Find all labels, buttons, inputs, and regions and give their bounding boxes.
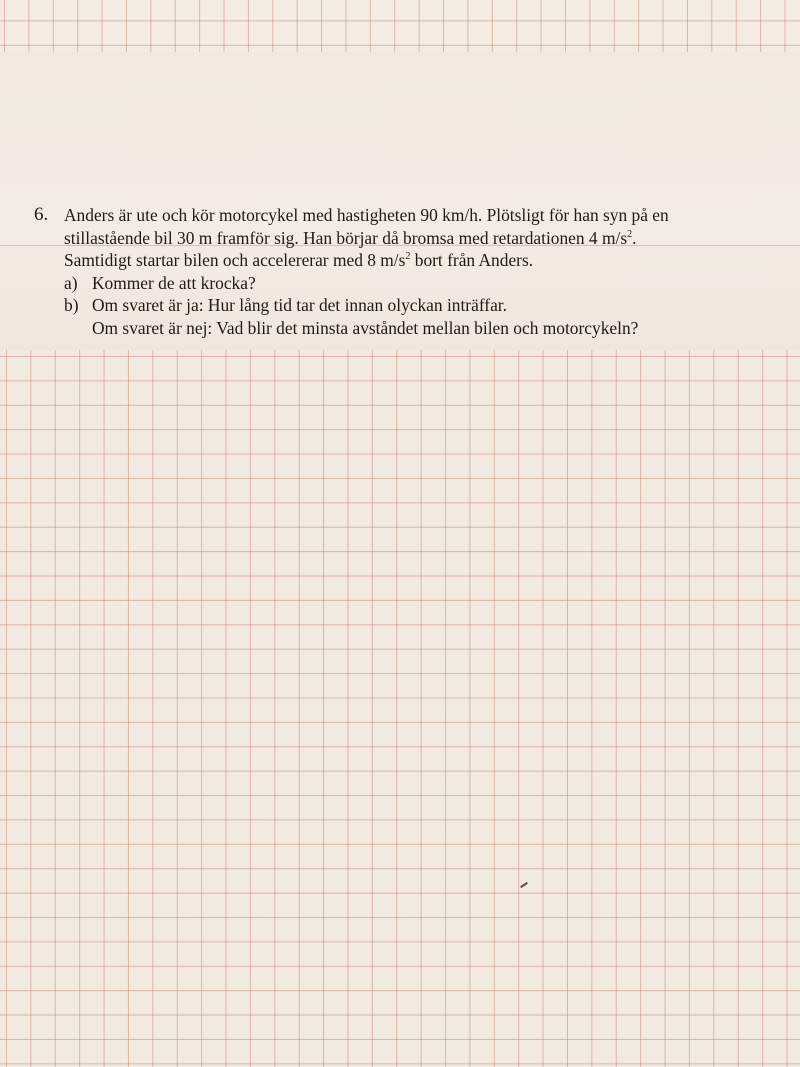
sub-question-a — [64, 272, 774, 295]
sub-question-a-label: a) — [64, 272, 78, 293]
problem-line-3-end: bort från Anders. — [410, 250, 534, 270]
problem-line-2-text: stillastående bil 30 m framför sig. Han börjar då bromsa med retardationen 4 m/s — [64, 227, 628, 248]
exponent-1: 2 — [627, 228, 633, 240]
problem-line-2-end: . — [632, 227, 637, 248]
grid-paper-answer-area — [0, 350, 800, 1067]
problem-line-3 — [64, 249, 774, 272]
sub-question-b — [64, 294, 774, 317]
sub-question-b-label: b) — [64, 295, 79, 315]
grid-paper-top — [0, 0, 800, 52]
problem-line-2 — [64, 227, 774, 250]
problem-6 — [34, 204, 774, 339]
problem-line-1: Anders är ute och kör motorcykel med hastigheten 90 km/h. Plötsligt för han syn på en — [64, 205, 669, 225]
problem-text — [64, 204, 774, 339]
problem-number: 6. — [34, 204, 49, 225]
problem-line-3-text: Samtidigt startar bilen och accelererar med 8 m/s — [64, 250, 406, 270]
exponent-2: 2 — [405, 251, 411, 262]
sub-question-b-text: Om svaret är ja: Hur lång tid tar det innan olyckan inträffar. — [92, 295, 507, 315]
sub-question-b-text-2: Om svaret är nej: Vad blir det minsta avståndet mellan bilen och motorcykeln? — [92, 317, 639, 338]
sub-question-a-text: Kommer de att krocka? — [92, 272, 256, 293]
